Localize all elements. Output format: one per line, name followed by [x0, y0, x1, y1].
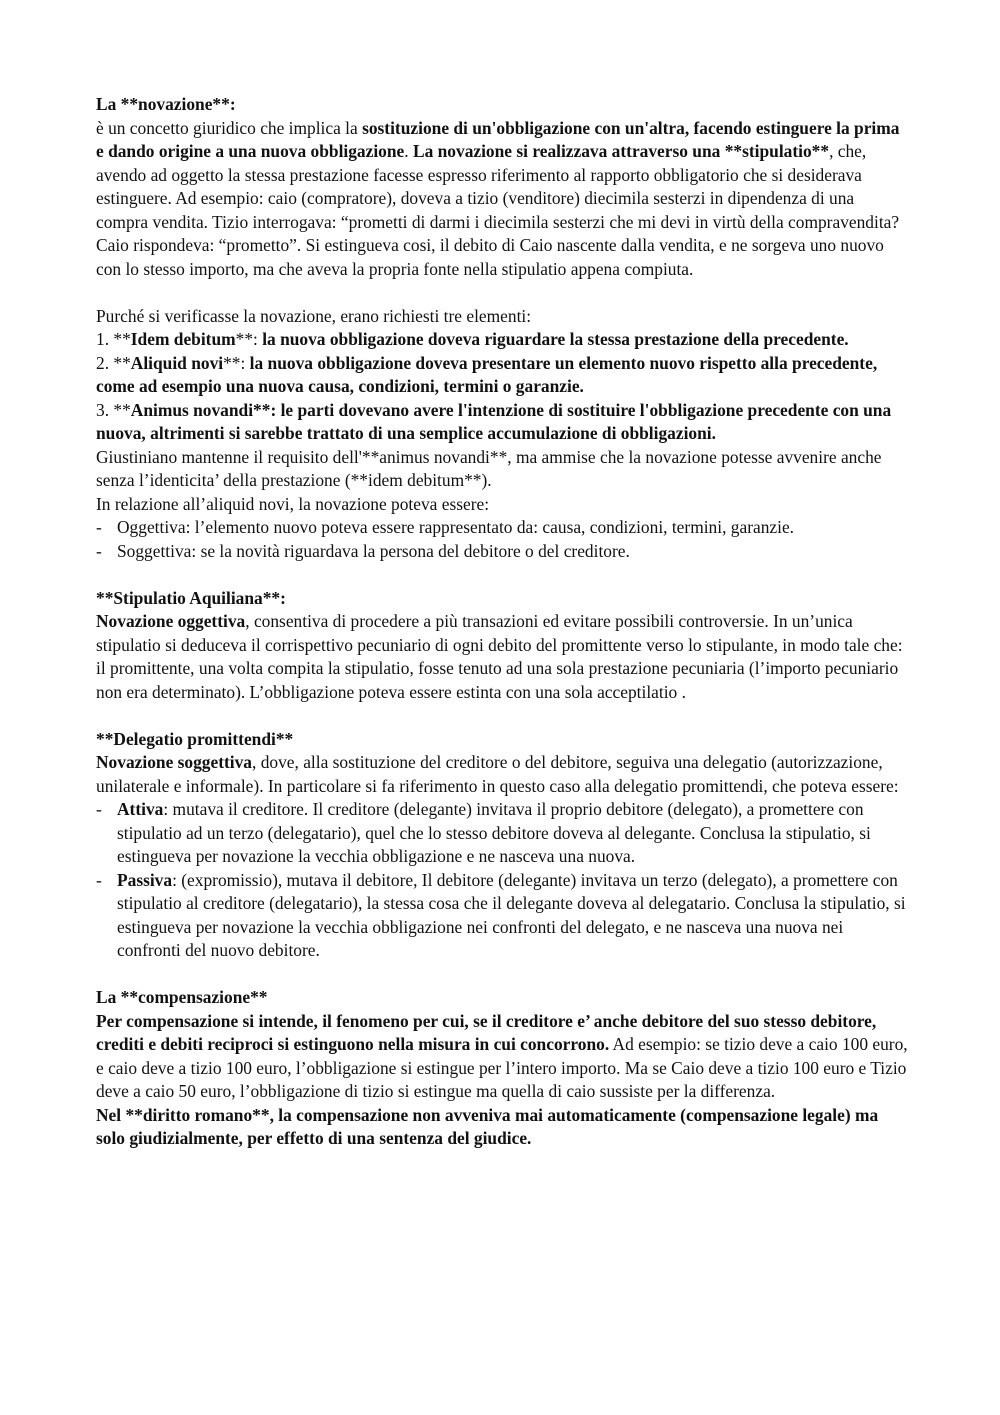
bold-text-run: Novazione soggettiva — [96, 752, 253, 772]
bold-text-run: La novazione si realizzava attraverso una **stipulatio** — [412, 141, 830, 161]
text-run: è un concetto giuridico che implica la — [96, 117, 363, 138]
text-run: , consentiva di procedere a più transazioni ed evitare possibili controversie. In un’unica stipulatio si deduceva il corrispettivo pecuniario di ogni debito del promittente verso lo stipulante, in modo tale che: il promittente, una volta compita la stipulatio, fosse tenuto ad una sola prestazione pecuniaria (l’importo pecuniario non era determinato). L’obbligazione poteva essere estinta con una sola acceptilatio . — [96, 611, 903, 702]
novazione-heading: La **novazione**: — [96, 94, 236, 114]
document-page — [96, 93, 908, 1151]
bullet-dash: - — [96, 869, 102, 890]
requirement-item — [96, 328, 908, 352]
requirements-intro: Purché si verificasse la novazione, erano richiesti tre elementi: — [96, 305, 532, 326]
aquiliana-body — [96, 610, 908, 704]
bullet-item: - Oggettiva: l’elemento nuovo poteva essere rappresentato da: causa, condizioni, termini, garanzie. — [96, 516, 908, 540]
bold-text-run: Animus novandi**: le parti dovevano avere l'intenzione di sostituire l'obbligazione precedente con una nuova, altrimenti si sarebbe trattato di una semplice accumulazione di obbligazioni. — [96, 399, 892, 443]
compensazione-body — [96, 1010, 908, 1104]
bullet-dash: - — [96, 799, 102, 819]
text-run: 2. ** — [96, 352, 131, 373]
bold-text-run: Novazione oggettiva — [96, 611, 246, 631]
bullet-item — [96, 869, 908, 963]
text-run: : mutava il creditore. Il creditore (delegante) invitava il proprio debitore (delegato), a promettere con stipulatio ad un terzo (delegatario), quel che lo stesso debitore doveva al delegante. Conclusa la stipulatio, si estingueva per novazione la vecchia obbligazione e ne nasceva una nuova. — [117, 799, 871, 866]
text-run: **: — [235, 329, 263, 349]
bullet-item: - Soggettiva: se la novità riguardava la persona del debitore o del creditore. — [96, 540, 908, 564]
compensazione-heading: La **compensazione** — [96, 987, 268, 1007]
delegatio-heading: **Delegatio promittendi** — [96, 728, 294, 749]
bullet-dash: - — [96, 517, 102, 537]
aliquid-novi-intro: In relazione all’aliquid novi, la novazione poteva essere: — [96, 493, 490, 514]
bold-text-run: Idem debitum — [130, 329, 236, 349]
bold-text-run: sostituzione di un'obbligazione con un'altra, facendo estinguere la prima e dando origine a una nuova obbligazione — [96, 117, 900, 161]
diritto-romano-paragraph: Nel **diritto romano**, la compensazione non avveniva mai automaticamente (compensazione legale) ma solo giudizialmente, per effetto di una sentenza del giudice. — [96, 1104, 879, 1148]
novazione-definition — [96, 117, 908, 282]
text-run: **: — [223, 352, 250, 373]
bold-text-run: Attiva — [117, 799, 164, 819]
text-run: . — [404, 141, 413, 161]
text-run: , che, avendo ad oggetto la stessa prestazione facesse espresso riferimento al rapporto obbligatorio che si desiderava estinguere. Ad esempio: caio (compratore), doveva a tizio (venditore) diecimila sesterzi in dipendenza di una compra vendita. Tizio interrogava: “prometti di darmi i diecimila sesterzi che mi devi in virtù della compravendita? Caio rispondeva: “prometto”. Si estingueva cosi, il debito di Caio nascente dalla vendita, e ne sorgeva uno nuovo con lo stesso importo, ma che aveva la propria fonte nella stipulatio appena compiuta. — [96, 141, 900, 279]
bullet-dash: - — [96, 540, 102, 561]
bold-text-run: Passiva — [117, 869, 173, 890]
aquiliana-heading: **Stipulatio Aquiliana**: — [96, 587, 286, 608]
delegatio-body — [96, 751, 908, 798]
bold-text-run: la nuova obbligazione doveva presentare un elemento nuovo rispetto alla precedente, come ad esempio una nuova causa, condizioni, termini o garanzie. — [96, 352, 878, 396]
text-run: 3. ** — [96, 399, 131, 420]
bold-text-run: Per compensazione si intende, il fenomeno per cui, se il creditore e’ anche debitore del suo stesso debitore, crediti e debiti reciproci si estinguono nella misura in cui concorrono. — [96, 1010, 877, 1054]
bold-text-run: la nuova obbligazione doveva riguardare la stessa prestazione della precedente. — [262, 329, 849, 349]
text-run: , dove, alla sostituzione del creditore o del debitore, seguiva una delegatio (autorizzazione, unilaterale e informale). In particolare si fa riferimento in questo caso alla delegatio promittendi, che poteva essere: — [96, 752, 899, 796]
requirement-item — [96, 352, 908, 399]
giustiniano-paragraph: Giustiniano mantenne il requisito dell'**animus novandi**, ma ammise che la novazione potesse avvenire anche senza l’identicita’ della prestazione (**idem debitum**). — [96, 446, 882, 490]
bold-text-run: Aliquid novi — [130, 352, 224, 373]
bullet-item — [96, 798, 908, 869]
text-run: 1. ** — [96, 329, 131, 349]
text-run: : (expromissio), mutava il debitore, Il debitore (delegante) invitava un terzo (delegato), a promettere con stipulatio al creditore (delegatario), la stessa cosa che il delegante doveva al delegatario. Conclusa la stipulatio, si estingueva per novazione la vecchia obbligazione nei confronti del delegato, e ne nasceva una nuova nei confronti del nuovo debitore. — [117, 869, 906, 960]
text-run: Ad esempio: se tizio deve a caio 100 euro, e caio deve a tizio 100 euro, l’obbligazione si estingue per l’intero importo. Ma se Caio deve a tizio 100 euro e Tizio deve a caio 50 euro, l’obbligazione di tizio si estingue ma quella di caio sussiste per la differenza. — [96, 1034, 908, 1101]
requirement-item — [96, 399, 908, 446]
